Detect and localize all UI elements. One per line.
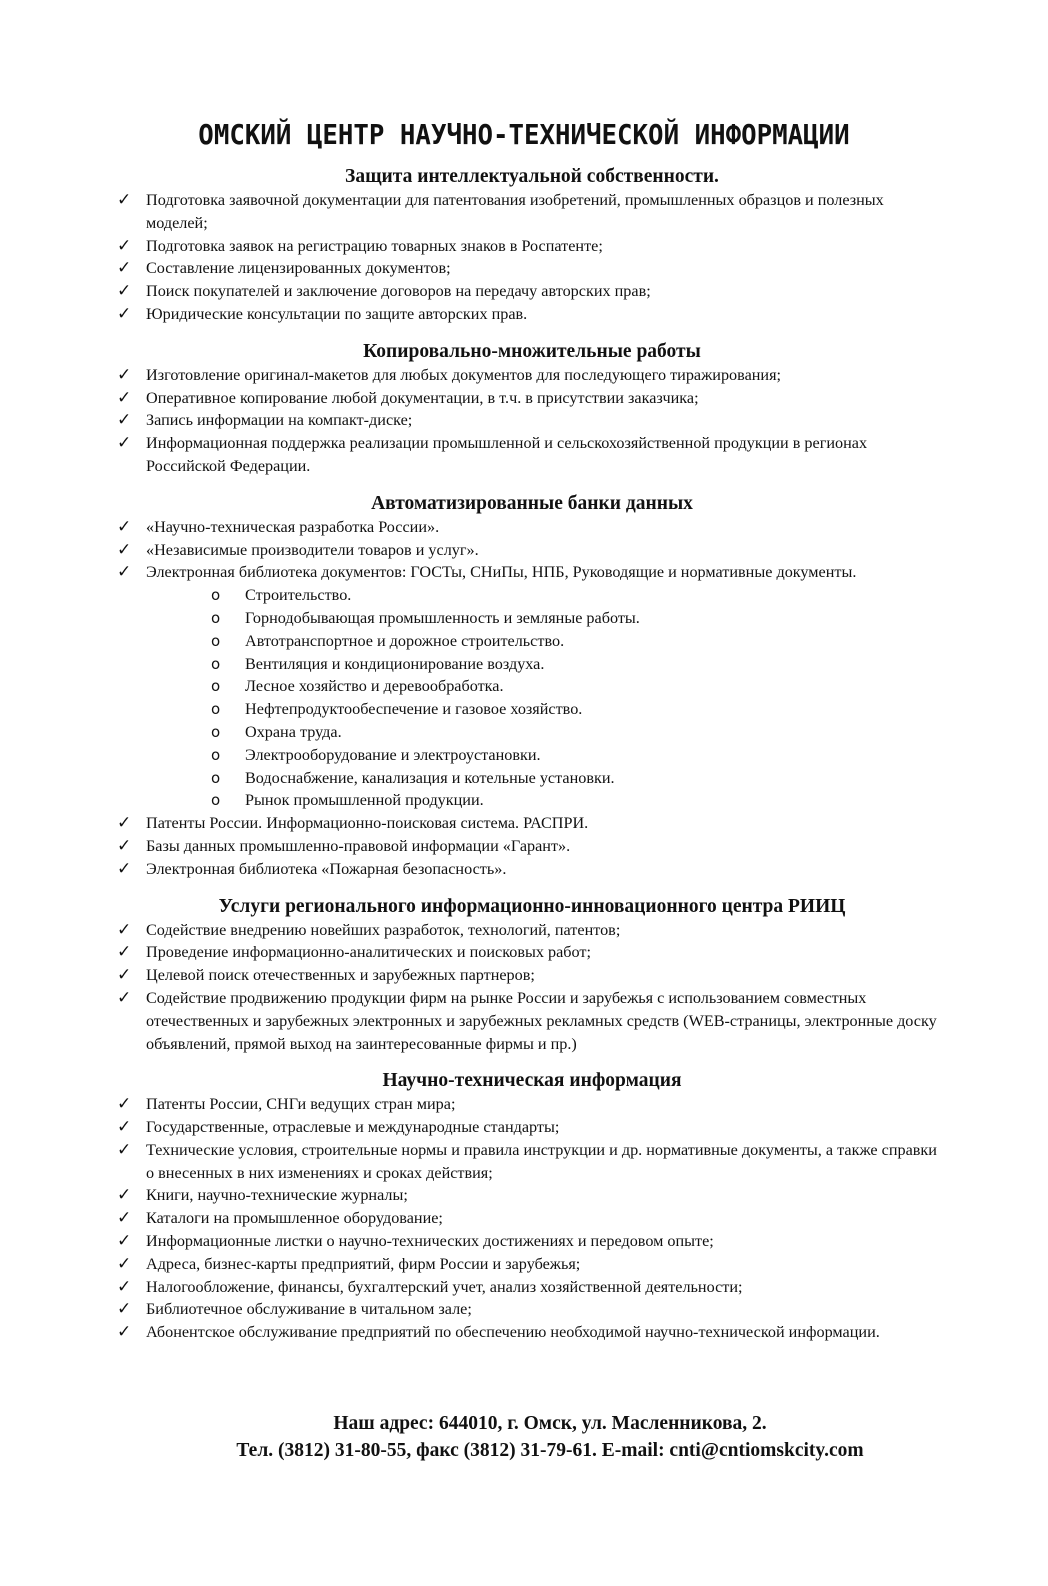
checkmark-icon: ✓ [117,965,132,986]
item-list [117,919,947,1056]
checkmark-icon: ✓ [117,516,132,537]
section-copying-works [117,340,947,478]
sub-list-item: o Вентиляция и кондиционирование воздуха. [209,653,947,676]
checkmark-icon: ✓ [117,433,132,454]
circle-bullet-icon: o [211,722,221,741]
checkmark-icon: ✓ [117,562,132,583]
checkmark-icon: ✓ [117,190,132,210]
section-title: Защита интеллектуальной собственности. [345,166,719,187]
checkmark-icon: ✓ [117,1185,132,1206]
section-scientific-info [117,1069,947,1344]
list-item: ✓ Патенты России, СНГи ведущих стран мира; [117,1094,456,1115]
list-item: ✓ Каталоги на промышленное оборудование; [117,1208,443,1229]
section-riic-services [117,895,947,1056]
list-item: ✓ Юридические консультации по защите авторских прав. [117,303,528,324]
sub-item-list [209,584,947,812]
sub-list-item: o Лесное хозяйство и деревообработка. [209,675,947,698]
sub-list-item: o Рынок промышленной продукции. [209,789,947,812]
section-title: Научно-техническая информация [382,1070,682,1092]
checkmark-icon: ✓ [117,942,132,963]
list-item: ✓ Электронная библиотека документов: ГОСТы, СНиПы, НПБ, Руководящие и нормативные документы. [117,562,857,583]
list-item: ✓ Подготовка заявок на регистрацию товарных знаков в Роспатенте; [117,235,603,256]
item-list [117,189,947,326]
list-item: ✓ Государственные, отраслевые и международные стандарты; [117,1117,560,1138]
list-item: ✓ Базы данных промышленно-правовой информации «Гарант». [117,835,571,856]
list-item: ✓ Информационная поддержка реализации промышленной и сельскохозяйственной продукции в регионах Российской Федерации. [117,433,868,475]
item-list [117,812,947,880]
list-item: ✓ Налогообложение, финансы, бухгалтерский учет, анализ хозяйственной деятельности; [117,1276,743,1297]
checkmark-icon: ✓ [117,987,132,1008]
checkmark-icon: ✓ [117,1231,132,1252]
checkmark-icon: ✓ [117,1276,132,1297]
sub-list-item: o Охрана труда. [209,721,947,744]
address-line: Наш адрес: 644010, г. Омск, ул. Масленникова, 2. [333,1413,767,1434]
list-item: ✓ «Научно-техническая разработка России». [117,516,440,537]
checkmark-icon: ✓ [117,539,132,560]
checkmark-icon: ✓ [117,813,132,834]
item-list [117,1093,947,1344]
list-item: ✓ Электронная библиотека «Пожарная безопасность». [117,858,507,879]
checkmark-icon: ✓ [117,387,132,408]
checkmark-icon: ✓ [117,1208,132,1229]
circle-bullet-icon: o [211,631,221,650]
contact-footer [120,1410,980,1464]
checkmark-icon: ✓ [117,1322,132,1343]
section-title: Автоматизированные банки данных [371,492,693,514]
checkmark-icon: ✓ [117,1117,132,1138]
list-item: ✓ Содействие внедрению новейших разработок, технологий, патентов; [117,919,621,940]
list-item: ✓ Содействие продвижению продукции фирм на рынке России и зарубежья с использованием совместных отечественных и зарубежных электронных и зарубежных рекламных средств (WEB-страницы, электронные доску объявлений, прямой выход на заинтересованные фирмы и пр.) [117,987,937,1053]
section-databases [117,492,947,881]
circle-bullet-icon: o [211,700,221,719]
circle-bullet-icon: o [211,791,221,810]
checkmark-icon: ✓ [117,410,132,431]
page-title: ОМСКИЙ ЦЕНТР НАУЧНО-ТЕХНИЧЕСКОЙ ИНФОРМАЦИИ [198,118,850,151]
content [117,165,947,1358]
checkmark-icon: ✓ [117,835,132,856]
list-item: ✓ Технические условия, строительные нормы и правила инструкции и др. нормативные документы, а также справки о внесенных в них изменениях и сроках действия; [117,1139,937,1182]
checkmark-icon: ✓ [117,364,132,385]
circle-bullet-icon: o [211,745,221,764]
list-item: ✓ Патенты России. Информационно-поисковая система. РАСПРИ. [117,813,589,834]
list-item: ✓ «Независимые производители товаров и услуг». [117,539,479,560]
list-item: ✓ Проведение информационно-аналитических и поисковых работ; [117,942,591,963]
circle-bullet-icon: o [211,608,221,627]
checkmark-icon: ✓ [117,1299,132,1320]
checkmark-icon: ✓ [117,1253,132,1274]
checkmark-icon: ✓ [117,258,132,279]
contacts-line: Тел. (3812) 31-80-55, факс (3812) 31-79-61. E-mail: cnti@cntiomskcity.com [236,1440,864,1461]
circle-bullet-icon: o [211,586,221,605]
sub-list-item: o Автотранспортное и дорожное строительство. [209,630,947,653]
checkmark-icon: ✓ [117,858,132,879]
circle-bullet-icon: o [211,768,221,787]
checkmark-icon: ✓ [117,281,132,302]
checkmark-icon: ✓ [117,919,132,940]
list-item: ✓ Поиск покупателей и заключение договоров на передачу авторских прав; [117,281,651,302]
list-item: ✓ Целевой поиск отечественных и зарубежных партнеров; [117,965,535,986]
checkmark-icon: ✓ [117,235,132,256]
item-list [117,364,947,478]
list-item: ✓ Запись информации на компакт-диске; [117,410,413,431]
sub-list-item: o Электрооборудование и электроустановки. [209,744,947,767]
circle-bullet-icon: o [211,654,221,673]
sub-list-item: o Нефтепродуктообеспечение и газовое хозяйство. [209,698,947,721]
checkmark-icon: ✓ [117,1094,132,1115]
list-item: ✓ Составление лицензированных документов; [117,258,451,279]
item-list [117,516,947,584]
circle-bullet-icon: o [211,677,221,696]
checkmark-icon: ✓ [117,303,132,324]
list-item: ✓ Книги, научно-технические журналы; [117,1185,408,1206]
list-item: ✓ Оперативное копирование любой документации, в т.ч. в присутствии заказчика; [117,387,699,408]
list-item: ✓ Подготовка заявочной документации для патентования изобретений, промышленных образцов и полезных моделей; [117,190,884,232]
section-ip-protection [117,165,947,326]
sub-list-item: o Горнодобывающая промышленность и земляные работы. [209,607,947,630]
list-item: ✓ Информационные листки о научно-технических достижениях и передовом опыте; [117,1231,714,1252]
list-item: ✓ Библиотечное обслуживание в читальном зале; [117,1299,472,1320]
checkmark-icon: ✓ [117,1139,132,1160]
list-item: ✓ Изготовление оригинал-макетов для любых документов для последующего тиражирования; [117,364,782,385]
list-item: ✓ Адреса, бизнес-карты предприятий, фирм России и зарубежья; [117,1253,581,1274]
section-title: Копировально-множительные работы [363,340,701,362]
sub-list-item: o Водоснабжение, канализация и котельные установки. [209,767,947,790]
section-title: Услуги регионального информационно-инновационного центра РИИЦ [218,895,846,917]
list-item: ✓ Абонентское обслуживание предприятий по обеспечению необходимой научно-технической информации. [117,1322,880,1343]
sub-list-item: o Строительство. [209,584,947,607]
